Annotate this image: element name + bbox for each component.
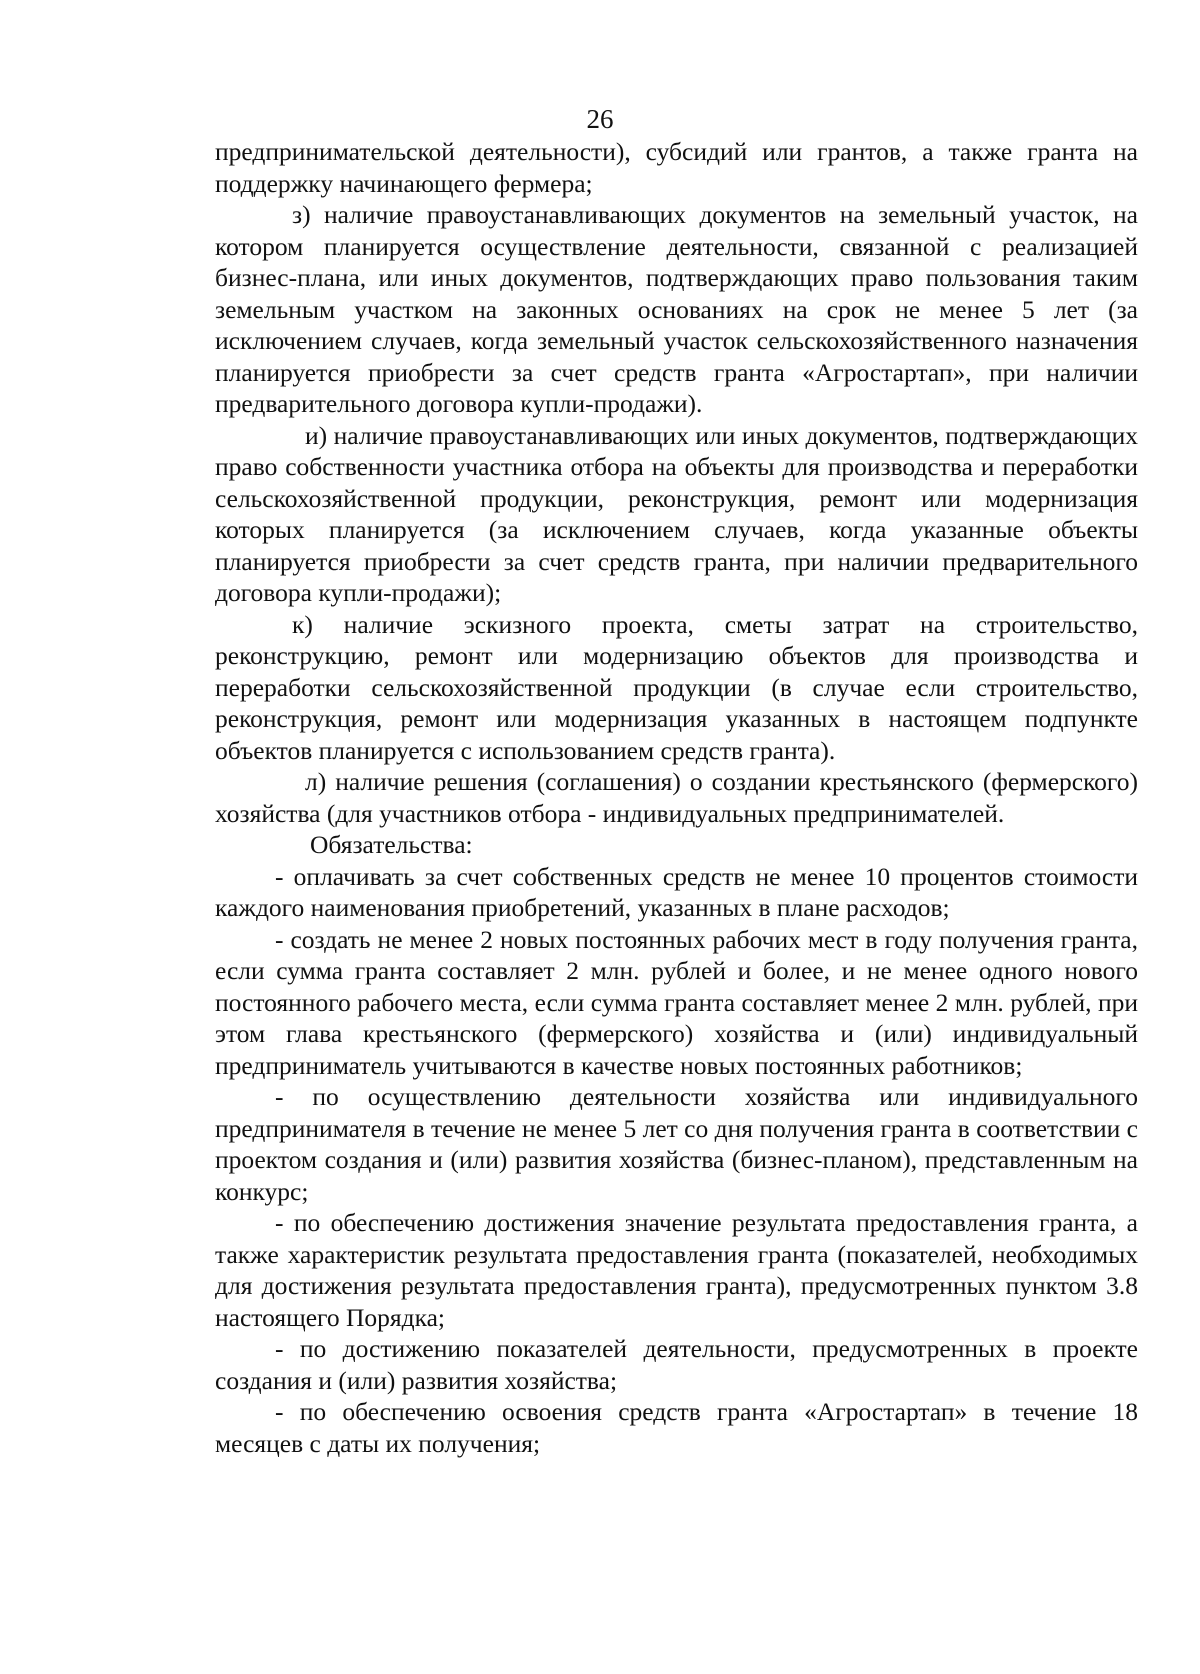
obligation-item: - по обеспечению достижения значение результата предоставления гранта, а также характеристик результата предоставления гранта (показателей, необходимых для достижения результата предоставления гранта), предусмотренных пунктом 3.8 настоящего Порядка; [215,1208,1138,1332]
page-number: 26 [586,104,614,134]
obligations-heading: Обязательства: [310,830,473,859]
obligation-item: - по обеспечению освоения средств гранта «Агростартап» в течение 18 месяцев с даты их получения; [215,1397,1138,1458]
document-body [215,136,1138,1459]
obligation-item: - по осуществлению деятельности хозяйства или индивидуального предпринимателя в течение не менее 5 лет со дня получения гранта в соответствии с проектом создания и (или) развития хозяйства (бизнес-планом), представленным на конкурс; [215,1082,1138,1206]
obligation-item: - оплачивать за счет собственных средств не менее 10 процентов стоимости каждого наименования приобретений, указанных в плане расходов; [215,861,1138,922]
paragraph: предпринимательской деятельности), субсидий или грантов, а также гранта на поддержку начинающего фермера; [215,137,1138,198]
obligation-item: - создать не менее 2 новых постоянных рабочих мест в году получения гранта, если сумма гранта составляет 2 млн. рублей и более, и не менее одного нового постоянного рабочего места, если сумма гранта составляет менее 2 млн. рублей, при этом глава крестьянского (фермерского) хозяйства и (или) индивидуальный предприниматель учитываются в качестве новых постоянных работников; [215,924,1138,1080]
paragraph-item-k: к) наличие эскизного проекта, сметы затрат на строительство, реконструкцию, ремонт или модернизацию объектов для производства и переработки сельскохозяйственной продукции (в случае если строительство, реконструкция, ремонт или модернизация указанных в настоящем подпункте объектов планируется с использованием средств гранта). [215,609,1138,765]
obligation-item: - по достижению показателей деятельности, предусмотренных в проекте создания и (или) развития хозяйства; [215,1334,1138,1395]
paragraph-item-i: и) наличие правоустанавливающих или иных документов, подтверждающих право собственности участника отбора на объекты для производства и переработки сельскохозяйственной продукции, реконструкция, ремонт или модернизация которых планируется (за исключением случаев, когда указанные объекты планируется приобрести за счет средств гранта, при наличии предварительного договора купли-продажи); [215,420,1138,607]
paragraph-item-z: з) наличие правоустанавливающих документов на земельный участок, на котором планируется осуществление деятельности, связанной с реализацией бизнес-плана, или иных документов, подтверждающих право пользования таким земельным участком на законных основаниях на срок не менее 5 лет (за исключением случаев, когда земельный участок сельскохозяйственного назначения планируется приобрести за счет средств гранта «Агростартап», при наличии предварительного договора купли-продажи). [215,200,1138,418]
paragraph-item-l: л) наличие решения (соглашения) о создании крестьянского (фермерского) хозяйства (для участников отбора - индивидуальных предпринимателей. [215,767,1138,828]
